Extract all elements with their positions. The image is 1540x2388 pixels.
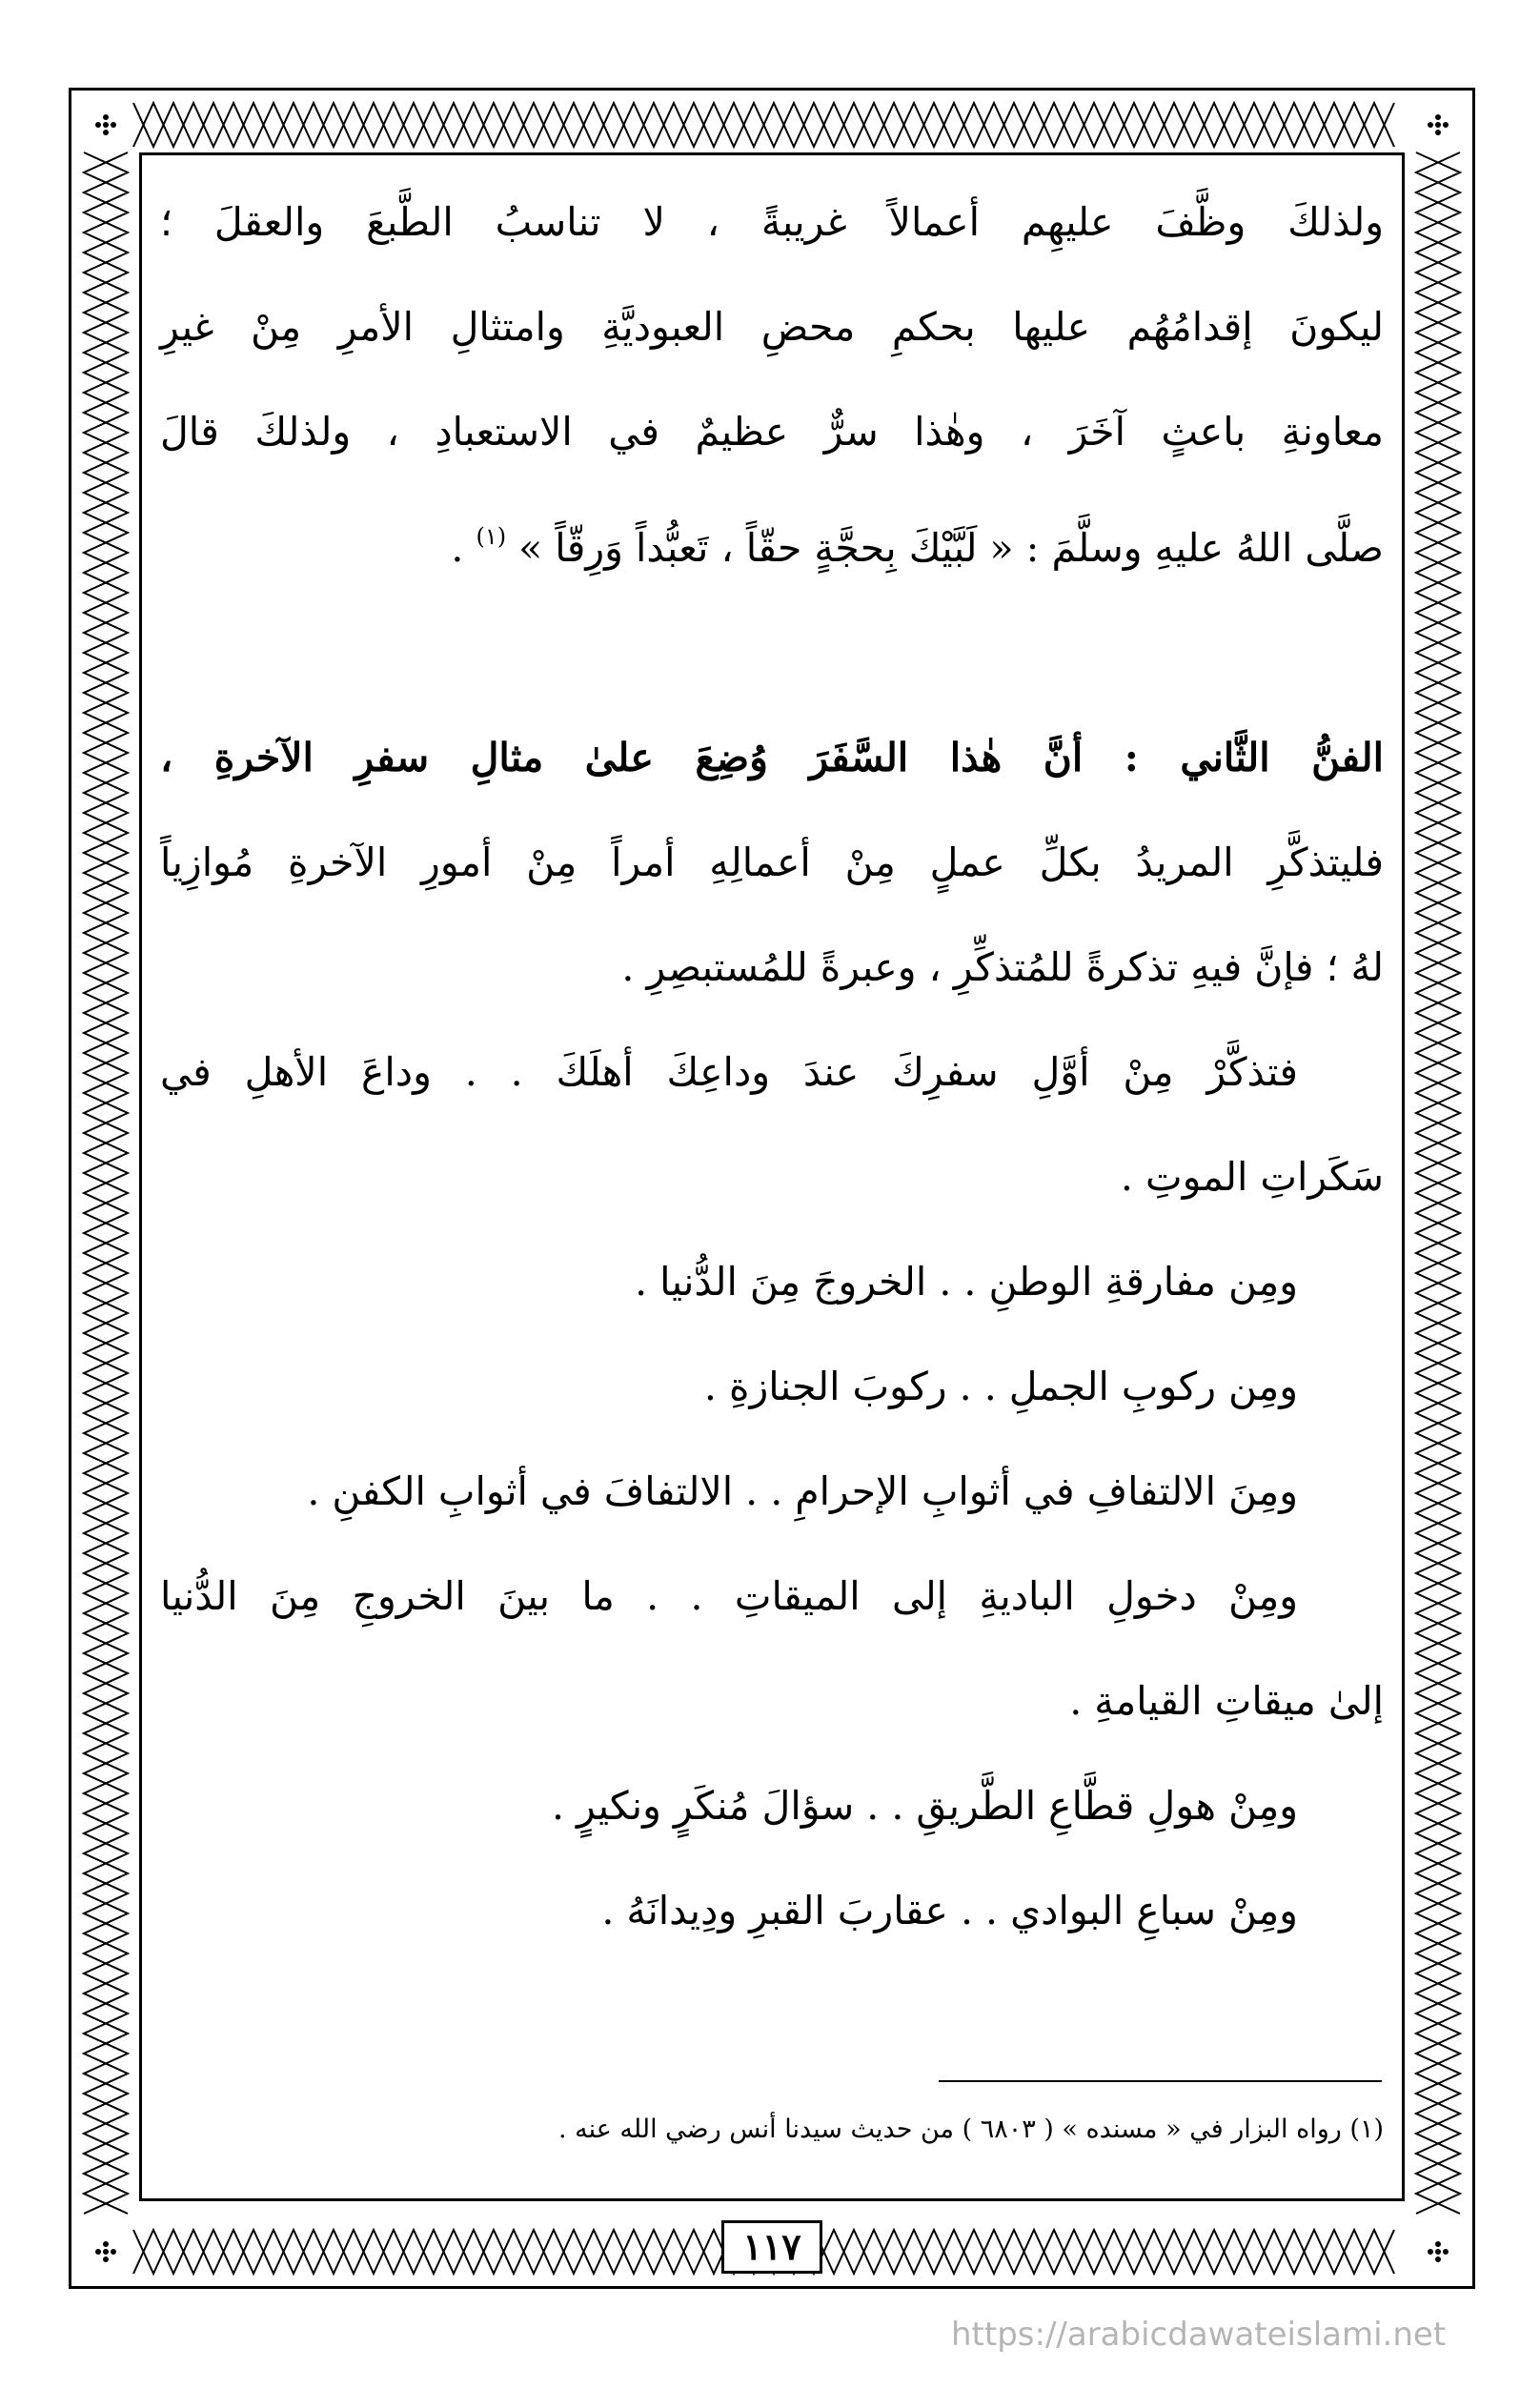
ornament-dot — [1435, 130, 1441, 135]
text-line: ومِن ركوبِ الجملِ . . ركوبَ الجنازةِ . — [703, 1364, 1298, 1409]
ornament-dot — [1443, 2249, 1449, 2255]
right-zigzag-cross — [1416, 152, 1460, 2214]
ornament-dot — [1435, 2256, 1441, 2262]
ornament-dot — [111, 2249, 116, 2255]
text-line: سَكَراتِ الموتِ . — [1120, 1154, 1384, 1200]
ornament-dot — [111, 122, 116, 128]
ornament-dot — [103, 114, 109, 120]
ornament-dot — [1435, 122, 1441, 128]
footnote: (١) رواه البزار في « مسنده » ( ٦٨٠٣ ) من حديث سيدنا أنس رضي الله عنه . — [557, 2115, 1384, 2144]
ornament-dot — [95, 122, 101, 128]
text-line: ومِنَ الالتفافِ في أثوابِ الإحرامِ . . الالتفافَ في أثوابِ الكفنِ . — [307, 1468, 1298, 1514]
watermark-url[interactable]: https://arabicdawateislami.net — [951, 2316, 1447, 2354]
ornament-dot — [103, 130, 109, 135]
text-line — [160, 484, 1384, 600]
section-gap — [160, 600, 1384, 705]
ornament-dot — [1435, 2249, 1441, 2255]
hadith-text: صلَّى اللهُ عليهِ وسلَّمَ : « لَبَّيْكَ بِحجَّةٍ حقّاً ، تَعبُّداً وَرِقّاً » — [518, 525, 1384, 571]
ornament-dot — [1443, 122, 1449, 128]
page-number: ١١٧ — [721, 2220, 822, 2274]
text-line: ولذلكَ وظَّفَ عليهِم أعمالاً غريبةً ، لا تناسبُ الطَّبعَ والعقلَ ؛ — [160, 199, 1384, 245]
text-line: ومِنْ سباعِ البوادي . . عقاربَ القبرِ ودِيدانَهُ . — [601, 1888, 1298, 1933]
text-line: لهُ ؛ فإنَّ فيهِ تذكرةً للمُتذكِّرِ ، وعبرةً للمُستبصِرِ . — [621, 944, 1384, 990]
text-line: ومِنْ هولِ قطَّاعِ الطَّريقِ . . سؤالَ مُنكَرٍ ونكيرٍ . — [551, 1783, 1298, 1829]
text-line: إلىٰ ميقاتِ القيامةِ . — [1069, 1678, 1384, 1724]
ornament-dot — [103, 2241, 109, 2247]
top-zigzag-cross — [133, 103, 1394, 147]
ornament-dot — [1435, 2241, 1441, 2247]
ornament-dot — [1428, 2249, 1433, 2255]
text-line: معاونةِ باعثٍ آخَرَ ، وهٰذا سرٌّ عظيمٌ في الاستعبادِ ، ولذلكَ قالَ — [160, 409, 1384, 455]
page-body — [160, 170, 1384, 1963]
footnote-separator — [939, 2080, 1382, 2082]
text-line: ومِنْ دخولِ الباديةِ إلى الميقاتِ . . ما بينَ الخروجِ مِنَ الدُّنيا — [160, 1573, 1298, 1619]
text-line: فتذكَّرْ مِنْ أوَّلِ سفرِكَ عندَ وداعِكَ أهلَكَ . . وداعَ الأهلِ في — [160, 1049, 1298, 1095]
ornament-dot — [95, 2249, 101, 2255]
text-line: ومِن مفارقةِ الوطنِ . . الخروجَ مِنَ الدُّنيا . — [635, 1259, 1298, 1305]
ornament-dot — [103, 122, 109, 128]
text-line: ليكونَ إقدامُهُم عليها بحكمِ محضِ العبوديَّةِ وامتثالِ الأمرِ مِنْ غيرِ — [160, 304, 1384, 350]
ornament-dot — [103, 2249, 109, 2255]
text-line: فليتذكَّرِ المريدُ بكلِّ عملٍ مِنْ أعمالِهِ أمراً مِنْ أمورِ الآخرةِ مُوازِياً — [160, 840, 1384, 885]
ornament-dot — [103, 2256, 109, 2262]
section-heading-line: الفنُّ الثَّاني : أنَّ هٰذا السَّفَرَ وُضِعَ علىٰ مثالِ سفرِ الآخرةِ ، — [160, 735, 1384, 780]
ornament-dot — [1435, 114, 1441, 120]
footnote-ref: (١) — [476, 523, 507, 550]
line-end: . — [451, 525, 476, 571]
left-zigzag-cross — [84, 152, 128, 2214]
ornament-dot — [1428, 122, 1433, 128]
